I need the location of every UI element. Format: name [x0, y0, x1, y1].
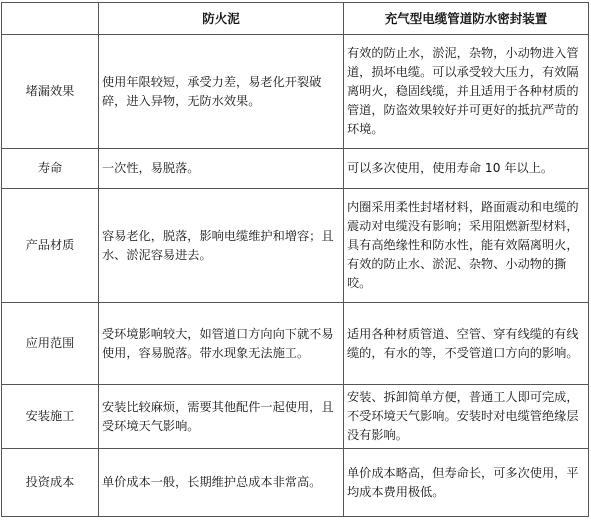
row-label: 产品材质 — [2, 189, 99, 303]
table-row — [2, 189, 589, 303]
fire-clay-cell: 安装比较麻烦，需要其他配件一起使用，且受环境天气影响。 — [99, 385, 344, 449]
table-row — [2, 449, 589, 517]
inflatable-seal-cell: 有效的防止水，淤泥，杂物，小动物进入管道，损坏电缆。可以承受较大压力，有效隔离明火，稳固线缆，并且适用于各种材质的管道，防盗效果较好并可更好的抵抗严苛的环境。 — [344, 35, 589, 149]
inflatable-seal-cell: 内圈采用柔性封堵材料，路面震动和电缆的震动对电缆没有影响；采用阻燃新型材料，具有高绝缘性和防水性，能有效隔离明火，有效的防止水、淤泥、杂物、小动物的撕咬。 — [344, 189, 589, 303]
header-inflatable-seal: 充气型电缆管道防水密封装置 — [344, 3, 589, 35]
table-row — [2, 149, 589, 189]
fire-clay-cell: 使用年限较短，承受力差，易老化开裂破碎，进入异物，无防水效果。 — [99, 35, 344, 149]
inflatable-seal-cell: 单价成本略高，但寿命长，可多次使用，平均成本费用极低。 — [344, 449, 589, 517]
header-blank-cell — [2, 3, 99, 35]
comparison-table — [1, 2, 589, 517]
fire-clay-cell: 一次性，易脱落。 — [99, 149, 344, 189]
fire-clay-cell: 单价成本一般，长期维护总成本非常高。 — [99, 449, 344, 517]
comparison-table-wrapper — [1, 2, 588, 517]
table-row — [2, 385, 589, 449]
fire-clay-cell: 受环境影响较大，如管道口方向向下就不易使用，容易脱落。带水现象无法施工。 — [99, 303, 344, 385]
inflatable-seal-cell: 适用各种材质管道、空管、穿有线缆的有线缆的，有水的等，不受管道口方向的影响。 — [344, 303, 589, 385]
table-row — [2, 35, 589, 149]
table-row — [2, 303, 589, 385]
header-fire-clay: 防火泥 — [99, 3, 344, 35]
row-label: 投资成本 — [2, 449, 99, 517]
inflatable-seal-cell: 安装、拆卸简单方便，普通工人即可完成，不受环境天气影响。安装时对电缆管绝缘层没有影响。 — [344, 385, 589, 449]
row-label: 安装施工 — [2, 385, 99, 449]
fire-clay-cell: 容易老化，脱落，影响电缆维护和增容；且水、淤泥容易进去。 — [99, 189, 344, 303]
table-header-row — [2, 3, 589, 35]
inflatable-seal-cell: 可以多次使用，使用寿命 10 年以上。 — [344, 149, 589, 189]
row-label: 寿命 — [2, 149, 99, 189]
row-label: 应用范围 — [2, 303, 99, 385]
row-label: 堵漏效果 — [2, 35, 99, 149]
